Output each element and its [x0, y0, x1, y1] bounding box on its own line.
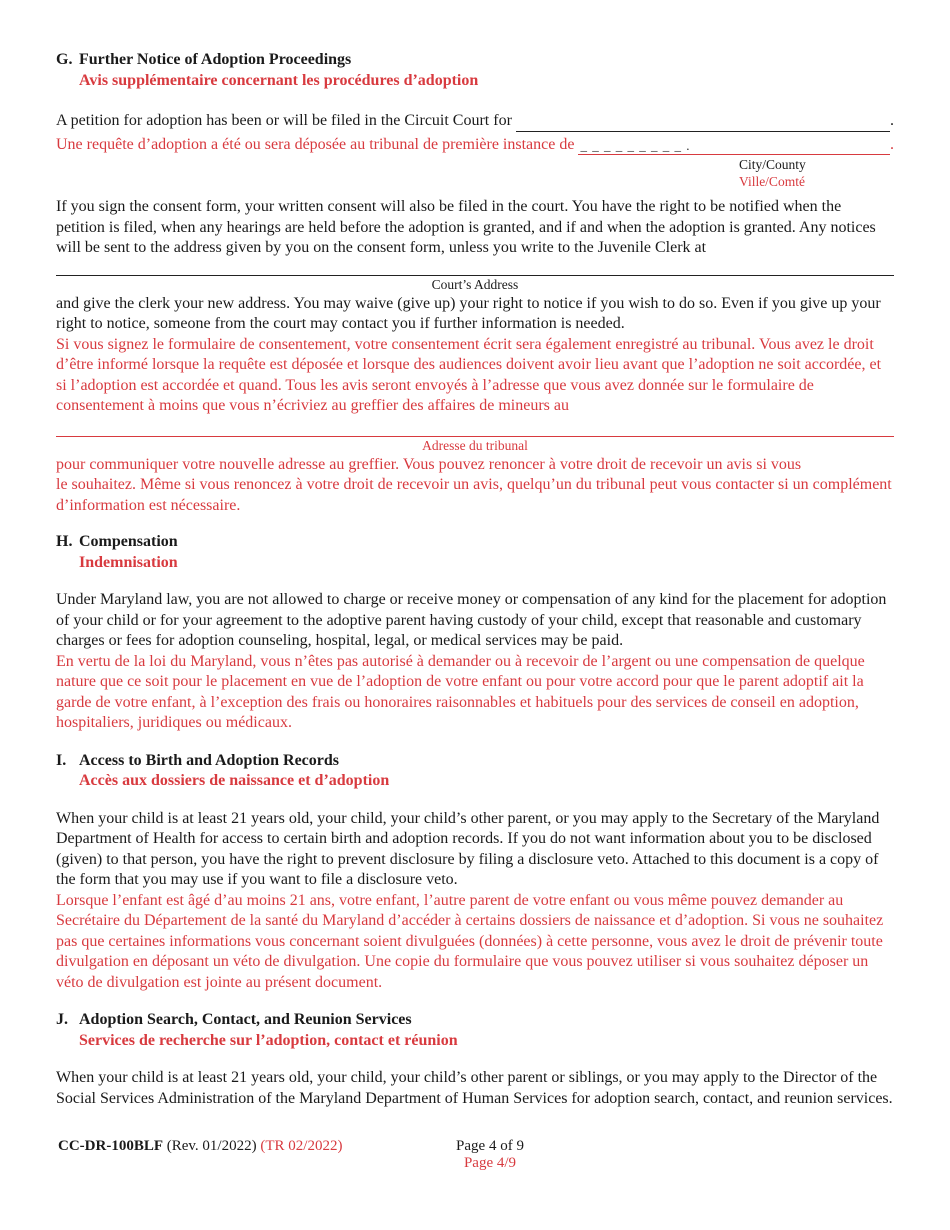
section-h-heading	[56, 532, 894, 553]
page-number-fr: Page 4/9	[463, 1155, 517, 1171]
city-county-label-fr: Ville/Comté	[739, 174, 805, 189]
section-title: Adoption Search, Contact, and Reunion Services	[79, 1011, 412, 1028]
section-i-paragraph: When your child is at least 21 years old, your child, your child’s other parent, or you may apply to the Secretary of the Maryland Department of Health for access to certain birth and adoption records. If you do not want information about you to be disclosed (given) to that person, you have the right to prevent disclosure by filing a disclosure veto. Attached to this document is a copy of the form that you may use if you want to file a disclosure veto.	[56, 809, 880, 888]
section-letter: I.	[56, 751, 67, 769]
section-title-fr: Services de recherche sur l’adoption, contact et réunion	[79, 1031, 458, 1049]
circuit-court-field[interactable]	[516, 116, 890, 132]
court-address-label: Court’s Address	[431, 276, 519, 292]
page-number-block	[440, 1138, 540, 1172]
section-i-paragraph-fr: Lorsque l’enfant est âgé d’au moins 21 ans, votre enfant, l’autre parent de votre enfant ou vous même pouvez demander au Secrétaire du Département de la santé du Maryland d’accéder à certains dossiers de naissance et d’adoption. Si vous ne souhaitez pas que certaines informations vous concernant soient divulguées (données) à cette personne, vous avez le droit de prévenir toute divulgation en déposant un véto de divulgation. Une copie du formulaire que vous pouvez utiliser si vous souhaitez déposer un véto de divulgation est jointe au présent document.	[56, 891, 884, 991]
circuit-court-field-fr[interactable]	[578, 139, 890, 155]
section-h-paragraph: Under Maryland law, you are not allowed to charge or receive money or compensation of any kind for the placement for adoption of your child or for your agreement to the adoptive parent having custody of your child, except that reasonable and customary charges or fees for adoption counseling, hospital, legal, or medical services may be paid.	[56, 591, 887, 649]
section-g-paragraph-2-fr: le souhaitez. Même si vous renoncez à votre droit de recevoir un avis, quelqu’un du tribunal peut vous contacter si un complément d’information est nécessaire.	[56, 476, 892, 514]
section-h-paragraph-fr: En vertu de la loi du Maryland, vous n’êtes pas autorisé à demander ou à recevoir de l’argent ou une compensation de quelque nature que ce soit pour le placement en vue de l’adoption de votre enfant ou pour votre accord pour que le parent adoptif ait la garde de votre enfant, à l’exception des frais ou honoraires raisonnables et habituels pour des services de conseil en adoption, hospitaliers, juridiques ou médicaux.	[56, 652, 865, 731]
form-translation-revision: (TR 02/2022)	[260, 1138, 343, 1154]
petition-line-fr: Une requête d’adoption a été ou sera déposée au tribunal de première instance de _ _ _ _ _ _ _ _ _ . .	[56, 135, 894, 156]
section-j-paragraph: When your child is at least 21 years old, your child, your child’s other parent or siblings, or you may apply to the Director of the Social Services Administration of the Maryland Department of Human Services for adoption search, contact, and reunion services.	[56, 1069, 893, 1107]
section-letter: J.	[56, 1011, 68, 1028]
form-id-block	[58, 1138, 342, 1155]
section-g-paragraph: If you sign the consent form, your written consent will also be filed in the court. You have the right to be notified when the petition is filed, when any hearings are held before the adoption is granted, and if and when the adoption is granted. Any notices will be sent to the address given by you on the consent form, unless you write to the Juvenile Clerk at	[56, 198, 876, 256]
section-title: Access to Birth and Adoption Records	[79, 751, 340, 769]
section-title-fr: Avis supplémentaire concernant les procédures d’adoption	[79, 71, 479, 89]
section-g-paragraph-2-fr-line1: pour communiquer votre nouvelle adresse au greffier. Vous pouvez renoncer à votre droit de recevoir un avis si vous	[56, 455, 802, 473]
petition-text: A petition for adoption has been or will be filed in the Circuit Court for	[56, 112, 512, 129]
section-j-heading	[56, 1010, 894, 1031]
page-number: Page 4 of 9	[456, 1138, 524, 1154]
petition-line-en: A petition for adoption has been or will be filed in the Circuit Court for .	[56, 111, 894, 132]
section-i-heading	[56, 751, 894, 772]
city-county-label: City/County	[739, 157, 806, 172]
petition-text-fr: Une requête d’adoption a été ou sera déposée au tribunal de première instance de	[56, 135, 575, 153]
section-g-paragraph-fr: Si vous signez le formulaire de consentement, votre consentement écrit sera également enregistré au tribunal. Vous avez le droit d’être informé lorsque la requête est déposée et lorsque des audiences doivent avoir lieu avant que l’adoption ne soit accordée, et si l’adoption est accordée et quand. Tous les avis seront envoyés à l’adresse que vous avez donnée sur le formulaire de consentement à moins que vous n’écriviez au greffier des affaires de mineurs au	[56, 335, 882, 414]
section-g-paragraph-2: and give the clerk your new address. You may waive (give up) your right to notice if you wish to do so. Even if you give up your right to notice, someone from the court may contact you if further information is needed.	[56, 294, 881, 332]
form-id: CC-DR-100BLF	[58, 1138, 163, 1154]
form-revision: (Rev. 01/2022)	[166, 1138, 257, 1154]
document-page	[56, 50, 894, 1109]
section-title: Further Notice of Adoption Proceedings	[79, 51, 352, 68]
section-g-heading	[56, 50, 894, 71]
section-letter: G.	[56, 51, 73, 68]
court-address-label-fr: Adresse du tribunal	[422, 437, 528, 453]
section-title-fr: Indemnisation	[79, 553, 178, 571]
section-letter: H.	[56, 533, 73, 550]
section-title-fr: Accès aux dossiers de naissance et d’adoption	[79, 772, 390, 789]
section-title: Compensation	[79, 533, 178, 550]
filler-marks: _ _ _ _ _ _ _ _ _ .	[580, 137, 691, 153]
